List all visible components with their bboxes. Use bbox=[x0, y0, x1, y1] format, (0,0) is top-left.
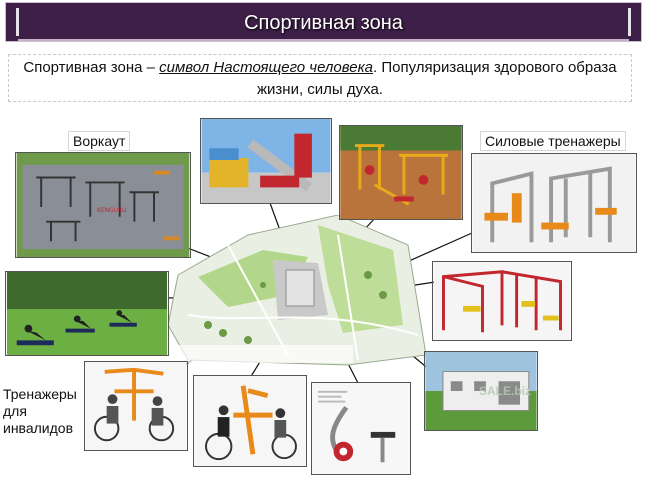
intro-emphasis: символ Настоящего человека bbox=[159, 59, 373, 76]
svg-text:KENGURU: KENGURU bbox=[97, 207, 127, 214]
label-disabled-trainers: Тренажеры для инвалидов bbox=[3, 386, 77, 436]
yoga-outdoor-image bbox=[5, 271, 169, 356]
modular-kiosk-image bbox=[424, 351, 538, 431]
workout-area-image bbox=[15, 152, 191, 258]
site-plan-map bbox=[168, 215, 426, 367]
intro-suffix: . Популяризация здорового образа жизни, силы духа. bbox=[257, 59, 617, 98]
watermark-text: SALE.biz bbox=[478, 384, 531, 398]
label-workout: Воркаут bbox=[68, 131, 130, 151]
page-title: Спортивная зона bbox=[244, 12, 403, 34]
wheelchair-trainer-image-2 bbox=[193, 375, 307, 467]
strength-machine-image bbox=[471, 153, 637, 253]
label-strength: Силовые тренажеры bbox=[480, 131, 626, 151]
training-frame-image bbox=[432, 261, 572, 341]
intro-text bbox=[8, 54, 632, 102]
playground-slide-image bbox=[200, 118, 332, 204]
intro-prefix: Спортивная зона – bbox=[23, 59, 160, 76]
wheelchair-trainer-image-1 bbox=[84, 361, 188, 451]
title-bar bbox=[5, 2, 642, 42]
outdoor-equipment-image bbox=[339, 125, 463, 220]
title-underline bbox=[18, 39, 629, 41]
rotary-machine-image bbox=[311, 382, 411, 475]
